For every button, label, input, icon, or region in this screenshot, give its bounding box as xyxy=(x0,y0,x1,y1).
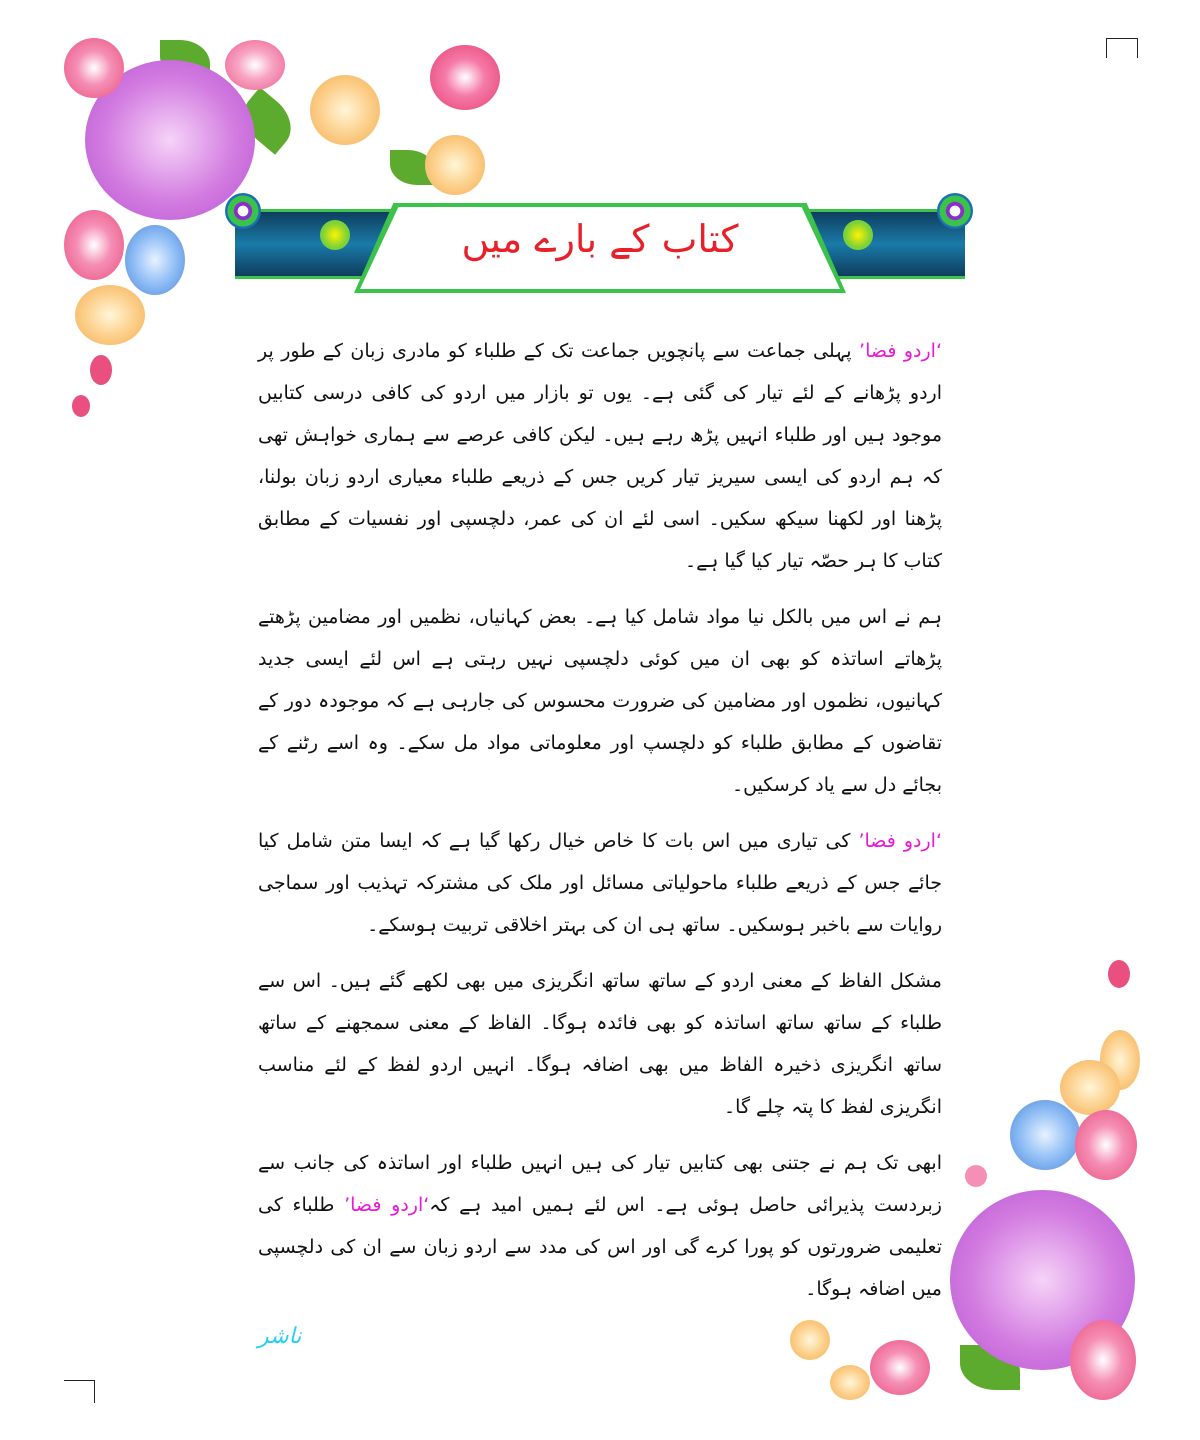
book-name-highlight: ‘اردو فضا’ xyxy=(344,1194,430,1216)
publisher-signature: ناشر xyxy=(258,1324,302,1349)
paragraph-text: کی تیاری میں اس بات کا خاص خیال رکھا گیا ہے کہ ایسا متن شامل کیا جائے جس کے ذریعے طلباء ماحولیاتی مسائل اور ملک کی مشترکہ تہذیب اور سماجی روایات سے باخبر ہوسکیں۔ ساتھ ہی ان کی بہتر اخلاقی تربیت ہوسکے۔ xyxy=(258,830,942,936)
body-text xyxy=(258,330,942,1349)
medallion-icon xyxy=(225,193,261,229)
page-title: کتاب کے بارے میں xyxy=(461,217,739,261)
book-name-highlight: ‘اردو فضا’ xyxy=(859,340,942,362)
paragraph-text: طلباء کی تعلیمی ضرورتوں کو پورا کرے گی اور اس کی مدد سے اردو زبان سے ان کی دلچسپی میں اضافہ ہوگا۔ xyxy=(258,1194,942,1300)
medallion-icon xyxy=(937,193,973,229)
flower-icon xyxy=(843,220,873,250)
title-banner xyxy=(225,205,975,293)
paragraph-4 xyxy=(258,960,942,1128)
paragraph-text: ہم نے اس میں بالکل نیا مواد شامل کیا ہے۔ بعض کہانیاں، نظمیں اور مضامین پڑھتے پڑھاتے اساتذہ کو بھی ان میں کوئی دلچسپی نہیں رہتی ہے اس لئے ایسی جدید کہانیوں، نظموں اور مضامین کی ضرورت محسوس کی جارہی ہے کہ موجودہ دور کے تقاضوں کے مطابق طلباء کو دلچسپ اور معلوماتی مواد مل سکے۔ وہ اسے رٹنے کے بجائے دل سے یاد کرسکیں۔ xyxy=(258,606,942,796)
paragraph-1 xyxy=(258,330,942,582)
crop-mark-bottom-left xyxy=(64,1380,95,1403)
paragraph-3 xyxy=(258,820,942,946)
paragraph-2 xyxy=(258,596,942,806)
paragraph-5 xyxy=(258,1142,942,1310)
crop-mark-top-right xyxy=(1106,38,1138,58)
paragraph-text: پہلی جماعت سے پانچویں جماعت تک کے طلباء کو مادری زبان کے طور پر اردو پڑھانے کے لئے تیار کی گئی ہے۔ یوں تو بازار میں اردو کی کافی درسی کتابیں موجود ہیں اور طلباء انہیں پڑھ رہے ہیں۔ لیکن کافی عرصے سے ہماری خواہش تھی کہ ہم اردو کی ایسی سیریز تیار کریں جس کے ذریعے طلباء معیاری اردو زبان بولنا، پڑھنا اور لکھنا سیکھ سکیں۔ اسی لئے ان کی عمر، دلچسپی اور نفسیات کے مطابق کتاب کا ہر حصّہ تیار کیا گیا ہے۔ xyxy=(258,340,942,572)
paragraph-text: مشکل الفاظ کے معنی اردو کے ساتھ ساتھ انگریزی میں بھی لکھے گئے ہیں۔ اس سے طلباء کے ساتھ ساتھ اساتذہ کو بھی فائدہ ہوگا۔ الفاظ کے معنی سمجھنے کے ساتھ ساتھ انگریزی ذخیرہ الفاظ میں بھی اضافہ ہوگا۔ انہیں اردو لفظ کے لئے مناسب انگریزی لفظ کا پتہ چلے گا۔ xyxy=(258,970,942,1118)
paragraph-text: ابھی تک ہم نے جتنی بھی کتابیں تیار کی ہیں انہیں طلباء اور اساتذہ کی جانب سے زبردست پذیرائی حاصل ہوئی ہے۔ اس لئے ہمیں امید ہے کہ xyxy=(258,1152,942,1216)
book-name-highlight: ‘اردو فضا’ xyxy=(858,830,942,852)
flower-icon xyxy=(320,220,350,250)
